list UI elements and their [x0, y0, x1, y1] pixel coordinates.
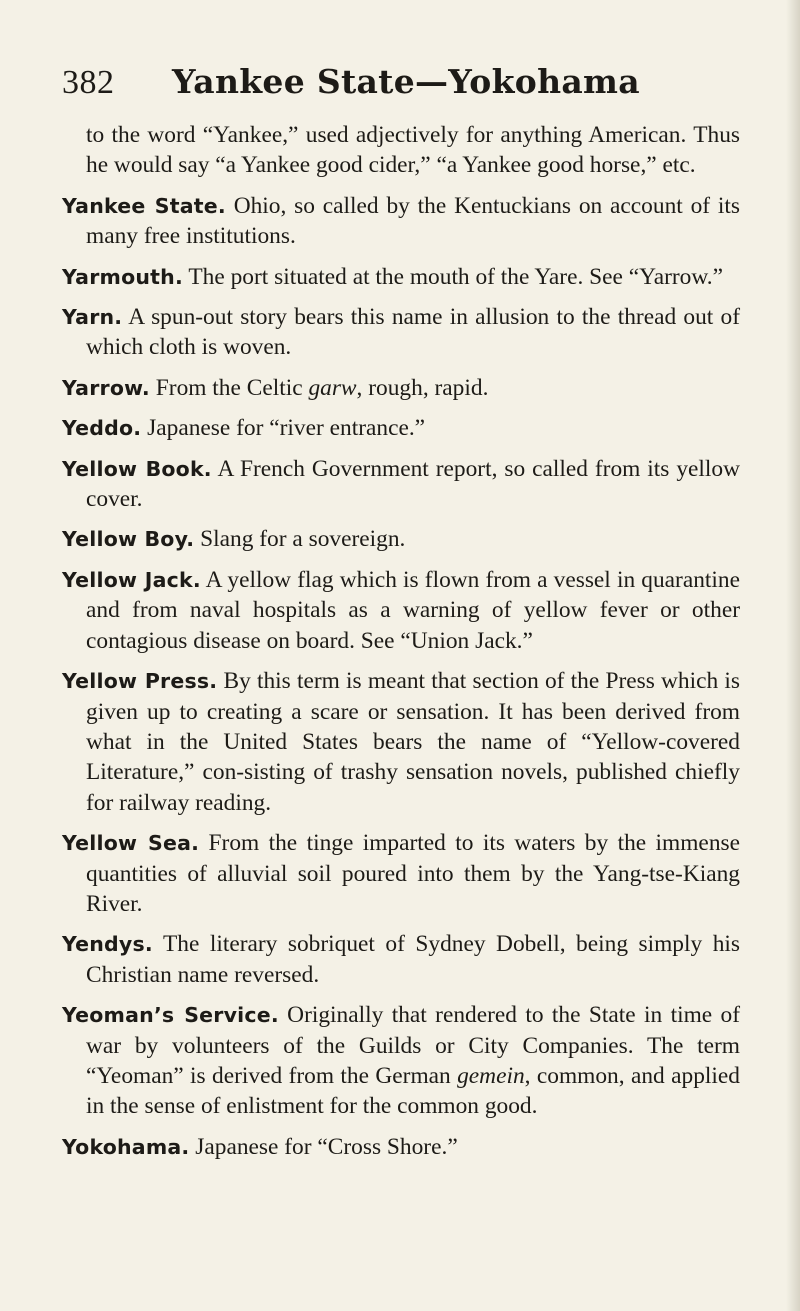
- headword: Yankee State.: [62, 193, 226, 218]
- headword: Yellow Book.: [62, 456, 212, 481]
- headword: Yendys.: [62, 932, 153, 957]
- headword: Yarrow.: [62, 375, 150, 400]
- entry-yellow-press: [62, 666, 740, 818]
- dictionary-entries: [62, 120, 740, 1162]
- entry-yellow-jack: [62, 565, 740, 656]
- definition: Ohio, so called by the Kentuckians on account of its many free institutions.: [86, 192, 740, 250]
- page-header: [62, 62, 740, 102]
- definition: Originally that rendered to the State in time of war by volunteers of the Guilds or City Companies. The term “Yeoman” is derived from the German: [86, 1002, 741, 1089]
- definition: A yellow flag which is flown from a vessel in quarantine and from naval hospitals as a warning of yellow fever or other contagious disease on board. See “Union Jack.”: [86, 566, 740, 654]
- definition-end: , rough, rapid.: [356, 374, 489, 401]
- page-edge-shadow: [786, 0, 800, 1311]
- entry-yellow-book: [62, 454, 740, 515]
- definition: The literary sobriquet of Sydney Dobell, being simply his Christian name reversed.: [86, 931, 740, 988]
- entry-yankee-state: [62, 191, 740, 252]
- headword: Yellow Sea.: [62, 831, 200, 856]
- definition: The port situated at the mouth of the Yare. See “Yarrow.”: [182, 263, 723, 290]
- definition: From the tinge imparted to its waters by the immense quantities of alluvial soil poured into them by the Yang-tse-Kiang River.: [86, 830, 740, 917]
- headword: Yellow Boy.: [62, 527, 195, 552]
- headword: Yeddo.: [62, 416, 142, 441]
- definition: A French Government report, so called from its yellow cover.: [86, 455, 740, 513]
- definition: Japanese for “Cross Shore.”: [189, 1133, 458, 1160]
- definition-end: , common, and applied in the sense of enlistment for the common good.: [86, 1062, 740, 1120]
- definition: From the Celtic: [149, 374, 309, 401]
- entry-yeddo: [62, 413, 740, 443]
- definition: A spun-out story bears this name in allusion to the thread out of which cloth is woven.: [86, 304, 740, 361]
- entry-yarrow: [62, 373, 740, 403]
- entry-yendys: [62, 929, 740, 990]
- entry-yellow-sea: [62, 828, 740, 919]
- italic-term: garw: [308, 374, 357, 401]
- headword: Yellow Jack.: [62, 567, 201, 592]
- entry-yarn: [62, 302, 740, 363]
- headword: Yarmouth.: [62, 264, 183, 289]
- definition: Japanese for “river entrance.”: [141, 415, 426, 442]
- entry-yellow-boy: [62, 524, 740, 554]
- page-number: 382: [62, 64, 115, 101]
- definition: Slang for a sovereign.: [194, 526, 406, 553]
- entry-yeomans-service: [62, 1000, 740, 1122]
- continuation-paragraph: to the word “Yankee,” used adjectively for anything American. Thus he would say “a Yankee good cider,” “a Yankee good horse,” etc.: [86, 122, 740, 179]
- headword: Yarn.: [62, 305, 123, 330]
- definition: By this term is meant that section of the Press which is given up to creating a scare or sensation. It has been derived from what in the United States bears the name of “Yellow-covered Literature,” con-sisting of trashy sensation novels, published chiefly for railway reading.: [86, 668, 740, 816]
- headword: Yeoman’s Service.: [62, 1003, 279, 1028]
- headword: Yellow Press.: [62, 669, 218, 694]
- entry-yarmouth: [62, 262, 740, 292]
- italic-term: gemein: [457, 1062, 525, 1089]
- running-head: Yankee State—Yokohama: [172, 62, 640, 101]
- entry-yokohama: [62, 1132, 740, 1162]
- headword: Yokohama.: [62, 1134, 190, 1159]
